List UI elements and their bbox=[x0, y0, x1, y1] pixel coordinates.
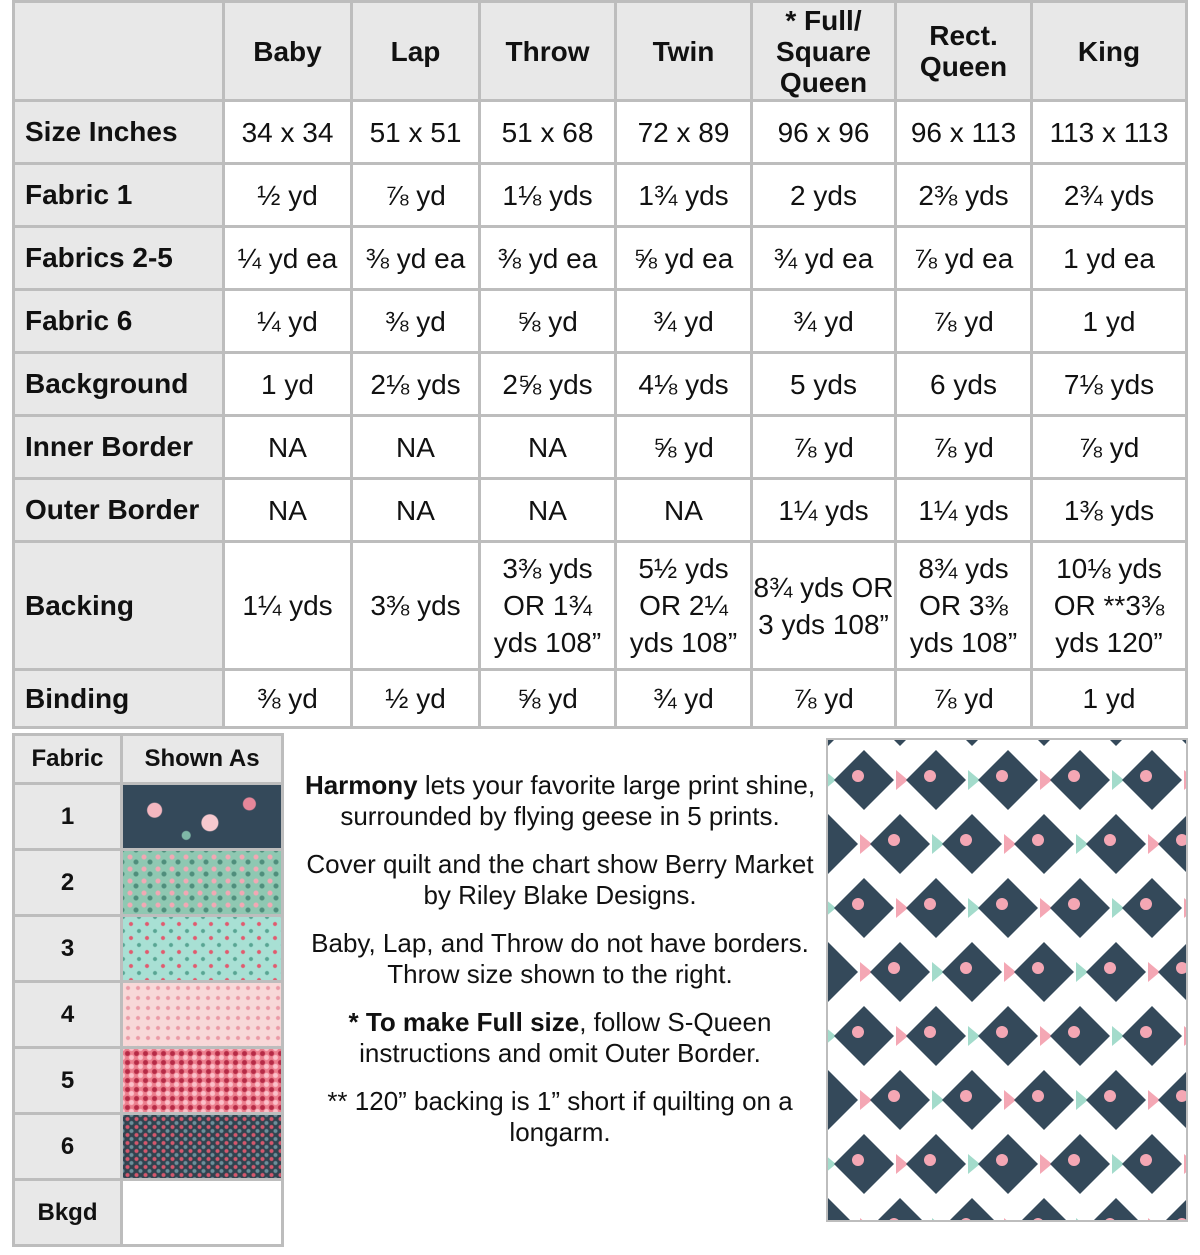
quilt-flower bbox=[1068, 898, 1080, 910]
description-paragraph: Cover quilt and the chart show Berry Market by Riley Blake Designs. bbox=[306, 849, 814, 910]
table-cell: 1¾ yds bbox=[617, 165, 750, 225]
table-cell: ⅞ yd bbox=[753, 671, 894, 726]
quilt-flower bbox=[1140, 1026, 1152, 1038]
quilt-flower bbox=[1104, 1090, 1116, 1102]
row-label: Outer Border bbox=[15, 480, 222, 540]
row-size-inches bbox=[15, 102, 1185, 162]
table-cell: ¼ yd bbox=[225, 291, 350, 351]
table-cell: 3⅜ yds OR 1¾ yds 108” bbox=[481, 543, 614, 668]
full-size-note-label: * To make Full size bbox=[348, 1007, 580, 1037]
table-cell: NA bbox=[481, 417, 614, 477]
table-cell: ⅝ yd bbox=[481, 291, 614, 351]
fabric-column-header: Fabric bbox=[15, 736, 120, 782]
header-row bbox=[15, 3, 1185, 99]
fabric-key-row bbox=[15, 851, 281, 914]
quilt-flower bbox=[996, 1154, 1008, 1166]
fabric-number: Bkgd bbox=[15, 1181, 120, 1244]
row-background bbox=[15, 354, 1185, 414]
fabric-number: 2 bbox=[15, 851, 120, 914]
table-cell: 1¼ yds bbox=[225, 543, 350, 668]
description-paragraph: Baby, Lap, and Throw do not have borders. Throw size shown to the right. bbox=[311, 928, 809, 989]
description-paragraph bbox=[296, 770, 824, 832]
quilt-flower bbox=[852, 1154, 864, 1166]
quilt-flower bbox=[996, 1026, 1008, 1038]
quilt-flower bbox=[852, 898, 864, 910]
table-cell: 2⅝ yds bbox=[481, 354, 614, 414]
table-cell: 1¼ yds bbox=[897, 480, 1030, 540]
quilt-flower bbox=[1104, 834, 1116, 846]
fabric-key-row bbox=[15, 1181, 281, 1244]
table-cell: ½ yd bbox=[225, 165, 350, 225]
row-fabric-1 bbox=[15, 165, 1185, 225]
quilt-flower bbox=[1140, 770, 1152, 782]
quilt-flower bbox=[852, 1026, 864, 1038]
table-cell: 2⅛ yds bbox=[353, 354, 478, 414]
col-header-lap: Lap bbox=[353, 3, 478, 99]
table-cell: ¼ yd ea bbox=[225, 228, 350, 288]
table-cell: ⅞ yd bbox=[897, 417, 1030, 477]
row-label: Fabric 1 bbox=[15, 165, 222, 225]
pattern-description bbox=[296, 770, 824, 1165]
col-header-baby: Baby bbox=[225, 3, 350, 99]
table-cell: 72 x 89 bbox=[617, 102, 750, 162]
row-label: Binding bbox=[15, 671, 222, 726]
table-cell: ¾ yd bbox=[753, 291, 894, 351]
fabric-number: 5 bbox=[15, 1049, 120, 1112]
quilt-flower bbox=[1032, 1090, 1044, 1102]
table-cell: 5½ yds OR 2¼ yds 108” bbox=[617, 543, 750, 668]
table-cell: 1 yd bbox=[225, 354, 350, 414]
row-label: Size Inches bbox=[15, 102, 222, 162]
table-cell: 2 yds bbox=[753, 165, 894, 225]
quilt-flower bbox=[924, 1154, 936, 1166]
fabric-key-row bbox=[15, 917, 281, 980]
row-backing bbox=[15, 543, 1185, 668]
table-cell: NA bbox=[353, 417, 478, 477]
table-cell: NA bbox=[353, 480, 478, 540]
table-cell: ⅝ yd bbox=[617, 417, 750, 477]
table-cell: ⅜ yd ea bbox=[481, 228, 614, 288]
table-cell: 5 yds bbox=[753, 354, 894, 414]
quilt-flower bbox=[1068, 1026, 1080, 1038]
row-label: Fabrics 2-5 bbox=[15, 228, 222, 288]
quilt-flower bbox=[924, 770, 936, 782]
table-cell: NA bbox=[225, 417, 350, 477]
quilt-preview-image bbox=[826, 738, 1188, 1222]
row-fabric-6 bbox=[15, 291, 1185, 351]
col-header-rect-queen: Rect. Queen bbox=[897, 3, 1030, 99]
quilt-flower bbox=[1032, 962, 1044, 974]
col-header-twin: Twin bbox=[617, 3, 750, 99]
fabric-key-row bbox=[15, 785, 281, 848]
quilt-flower bbox=[888, 834, 900, 846]
table-cell: ¾ yd bbox=[617, 671, 750, 726]
quilt-flower bbox=[960, 1090, 972, 1102]
fabric-key-header bbox=[15, 736, 281, 782]
quilt-flower bbox=[1140, 1154, 1152, 1166]
quilt-goose bbox=[1184, 898, 1186, 918]
quilt-flower bbox=[1068, 770, 1080, 782]
table-cell: 1⅜ yds bbox=[1033, 480, 1185, 540]
table-cell: 10⅛ yds OR **3⅜ yds 120” bbox=[1033, 543, 1185, 668]
quilt-flower bbox=[960, 834, 972, 846]
table-cell: 1¼ yds bbox=[753, 480, 894, 540]
table-cell: ⅞ yd bbox=[897, 671, 1030, 726]
col-header-throw: Throw bbox=[481, 3, 614, 99]
quilt-flower bbox=[960, 962, 972, 974]
quilt-flower bbox=[1104, 962, 1116, 974]
quilt-flower bbox=[852, 770, 864, 782]
quilt-flower bbox=[1068, 1154, 1080, 1166]
table-cell: 2⅜ yds bbox=[897, 165, 1030, 225]
table-cell: ⅝ yd ea bbox=[617, 228, 750, 288]
quilt-flower bbox=[1032, 834, 1044, 846]
table-cell: ⅞ yd bbox=[897, 291, 1030, 351]
fabric-key-table bbox=[12, 733, 284, 1247]
aqua-dot-swatch bbox=[123, 917, 281, 980]
table-cell: 3⅜ yds bbox=[353, 543, 478, 668]
table-cell: ⅞ yd bbox=[1033, 417, 1185, 477]
light-pink-swatch bbox=[123, 983, 281, 1046]
quilt-goose bbox=[1184, 1154, 1186, 1174]
table-cell: 2¾ yds bbox=[1033, 165, 1185, 225]
col-header-full-square-queen: * Full/ Square Queen bbox=[753, 3, 894, 99]
table-cell: ⅞ yd bbox=[353, 165, 478, 225]
quilt-goose bbox=[1184, 1026, 1186, 1046]
green-floral-swatch bbox=[123, 851, 281, 914]
table-cell: 96 x 113 bbox=[897, 102, 1030, 162]
navy-floral-swatch bbox=[123, 785, 281, 848]
description-paragraph bbox=[296, 1007, 824, 1069]
col-header-king: King bbox=[1033, 3, 1185, 99]
table-cell: 4⅛ yds bbox=[617, 354, 750, 414]
quilt-flower bbox=[888, 1090, 900, 1102]
table-cell: 6 yds bbox=[897, 354, 1030, 414]
fabric-number: 3 bbox=[15, 917, 120, 980]
table-cell: ⅜ yd bbox=[353, 291, 478, 351]
fabric-key-row bbox=[15, 983, 281, 1046]
table-cell: 51 x 51 bbox=[353, 102, 478, 162]
fabric-number: 1 bbox=[15, 785, 120, 848]
table-cell: ½ yd bbox=[353, 671, 478, 726]
quilt-illustration bbox=[828, 740, 1186, 1220]
navy-dot-swatch bbox=[123, 1115, 281, 1178]
pattern-name: Harmony bbox=[304, 770, 418, 800]
table-cell: ¾ yd bbox=[617, 291, 750, 351]
table-cell: ⅜ yd ea bbox=[353, 228, 478, 288]
table-cell: 1⅛ yds bbox=[481, 165, 614, 225]
table-cell: NA bbox=[225, 480, 350, 540]
fabric-number: 4 bbox=[15, 983, 120, 1046]
quilt-flower bbox=[996, 770, 1008, 782]
table-cell: ⅞ yd ea bbox=[897, 228, 1030, 288]
table-cell: 113 x 113 bbox=[1033, 102, 1185, 162]
white-swatch bbox=[123, 1181, 281, 1244]
table-cell: 51 x 68 bbox=[481, 102, 614, 162]
table-cell: 1 yd bbox=[1033, 291, 1185, 351]
fabric-key-row bbox=[15, 1115, 281, 1178]
quilt-flower bbox=[888, 962, 900, 974]
table-cell: ¾ yd ea bbox=[753, 228, 894, 288]
table-cell: ⅞ yd bbox=[753, 417, 894, 477]
table-cell: ⅝ yd bbox=[481, 671, 614, 726]
row-fabrics-2-5 bbox=[15, 228, 1185, 288]
row-label: Backing bbox=[15, 543, 222, 668]
pink-red-swatch bbox=[123, 1049, 281, 1112]
row-label: Inner Border bbox=[15, 417, 222, 477]
corner-cell bbox=[15, 3, 222, 99]
row-inner-border bbox=[15, 417, 1185, 477]
table-cell: 96 x 96 bbox=[753, 102, 894, 162]
row-binding bbox=[15, 671, 1185, 726]
quilt-flower bbox=[996, 898, 1008, 910]
table-cell: NA bbox=[481, 480, 614, 540]
description-text: , follow S-Queen instructions and omit Outer Border. bbox=[359, 1007, 772, 1068]
description-paragraph: ** 120” backing is 1” short if quilting on a longarm. bbox=[327, 1086, 793, 1147]
table-cell: ⅜ yd bbox=[225, 671, 350, 726]
yardage-table bbox=[12, 0, 1188, 729]
row-label: Background bbox=[15, 354, 222, 414]
quilt-goose bbox=[1184, 770, 1186, 790]
table-cell: 1 yd ea bbox=[1033, 228, 1185, 288]
quilt-flower bbox=[924, 898, 936, 910]
table-cell: NA bbox=[617, 480, 750, 540]
table-cell: 8¾ yds OR 3 yds 108” bbox=[753, 543, 894, 668]
fabric-key-row bbox=[15, 1049, 281, 1112]
fabric-number: 6 bbox=[15, 1115, 120, 1178]
row-label: Fabric 6 bbox=[15, 291, 222, 351]
quilt-flower bbox=[924, 1026, 936, 1038]
description-text: lets your favorite large print shine, surrounded by flying geese in 5 prints. bbox=[340, 770, 816, 831]
row-outer-border bbox=[15, 480, 1185, 540]
table-cell: 1 yd bbox=[1033, 671, 1185, 726]
table-cell: 7⅛ yds bbox=[1033, 354, 1185, 414]
table-cell: 34 x 34 bbox=[225, 102, 350, 162]
table-cell: 8¾ yds OR 3⅜ yds 108” bbox=[897, 543, 1030, 668]
quilt-flower bbox=[1140, 898, 1152, 910]
shown-as-column-header: Shown As bbox=[123, 736, 281, 782]
